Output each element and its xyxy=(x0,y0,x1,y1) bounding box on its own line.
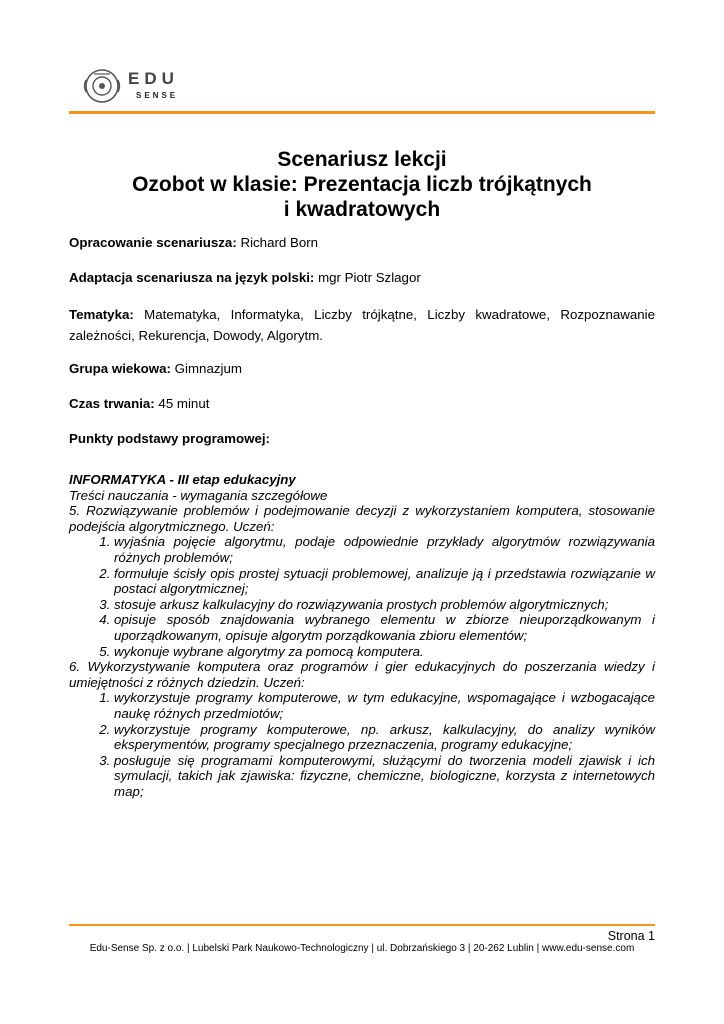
section-6-list xyxy=(69,690,655,799)
company-logo xyxy=(82,66,212,106)
section-5-list xyxy=(69,534,655,659)
adaptation-field xyxy=(69,269,655,287)
curriculum-subheading: Treści nauczania - wymagania szczegółowe xyxy=(69,487,328,503)
curriculum-points-field xyxy=(69,430,655,448)
list-item: 2. wykorzystuje programy komputerowe, np. arkusz, kalkulacyjny, do analizy wyników eksperymentów, programy specjalnego przeznaczenia, programy edukacyjne; xyxy=(114,722,655,753)
logo-subtitle: SENSE xyxy=(136,91,179,100)
header-divider xyxy=(69,111,655,114)
list-item: 1. wykorzystuje programy komputerowe, w tym edukacyjne, wspomagające i wzbogacające naukę różnych przedmiotów; xyxy=(114,690,655,721)
page-title xyxy=(69,147,655,222)
page-number: Strona 1 xyxy=(607,929,655,943)
author-field xyxy=(69,234,655,252)
topics-label: Tematyka: xyxy=(69,307,134,322)
duration-label: Czas trwania: xyxy=(69,396,155,411)
curriculum-heading: INFORMATYKA - III etap edukacyjny xyxy=(69,472,296,487)
age-group-label: Grupa wiekowa: xyxy=(69,361,171,376)
adaptation-value: mgr Piotr Szlagor xyxy=(318,270,421,285)
title-line-2: Ozobot w klasie: Prezentacja liczb trójkątnych xyxy=(132,173,592,196)
ozobot-logo-icon xyxy=(82,66,126,106)
list-item: 4. opisuje sposób znajdowania wybranego elementu w zbiorze nieuporządkowanym i uporządkowanym, opisuje algorytm porządkowania zbioru elementów; xyxy=(114,612,655,643)
title-line-1: Scenariusz lekcji xyxy=(277,148,447,171)
document-body xyxy=(69,234,655,799)
age-group-value: Gimnazjum xyxy=(174,361,242,376)
section-5-intro: 5. Rozwiązywanie problemów i podejmowanie decyzji z wykorzystaniem komputera, stosowanie podejścia algorytmicznego. Uczeń: xyxy=(69,503,655,534)
title-line-3: i kwadratowych xyxy=(283,198,441,221)
duration-value: 45 minut xyxy=(158,396,210,411)
footer-divider xyxy=(69,924,655,926)
section-6-intro: 6. Wykorzystywanie komputera oraz programów i gier edukacyjnych do poszerzania wiedzy i umiejętności z różnych dziedzin. Uczeń: xyxy=(69,659,655,690)
duration-field xyxy=(69,395,655,413)
topics-field xyxy=(69,304,655,346)
list-item: 1. wyjaśnia pojęcie algorytmu, podaje odpowiednie przykłady algorytmów rozwiązywania różnych problemów; xyxy=(114,534,655,565)
footer-company-info: Edu-Sense Sp. z o.o. | Lubelski Park Naukowo-Technologiczny | ul. Dobrzańskiego 3 | 20-262 Lublin | www.edu-sense.com xyxy=(89,943,635,954)
logo-wordmark: EDU xyxy=(128,69,179,88)
list-item: 2. formułuje ścisły opis prostej sytuacji problemowej, analizuje ją i przedstawia rozwiązanie w postaci algorytmicznej; xyxy=(114,566,655,597)
author-value: Richard Born xyxy=(240,235,319,250)
list-item: 3. posługuje się programami komputerowymi, służącymi do tworzenia modeli zjawisk i ich symulacji, takich jak zjawiska: fizyczne, chemiczne, biologiczne, korzysta z internetowych map; xyxy=(114,753,655,800)
topics-value: Matematyka, Informatyka, Liczby trójkątne, Liczby kwadratowe, Rozpoznawanie zależności, Rekurencja, Dowody, Algorytm. xyxy=(69,307,655,343)
author-label: Opracowanie scenariusza: xyxy=(69,235,237,250)
list-item: 3. stosuje arkusz kalkulacyjny do rozwiązywania prostych problemów algorytmicznych; xyxy=(114,597,655,613)
age-group-field xyxy=(69,360,655,378)
list-item: 5. wykonuje wybrane algorytmy za pomocą komputera. xyxy=(114,644,655,660)
curriculum-points-label: Punkty podstawy programowej: xyxy=(69,431,270,446)
adaptation-label: Adaptacja scenariusza na język polski: xyxy=(69,270,315,285)
